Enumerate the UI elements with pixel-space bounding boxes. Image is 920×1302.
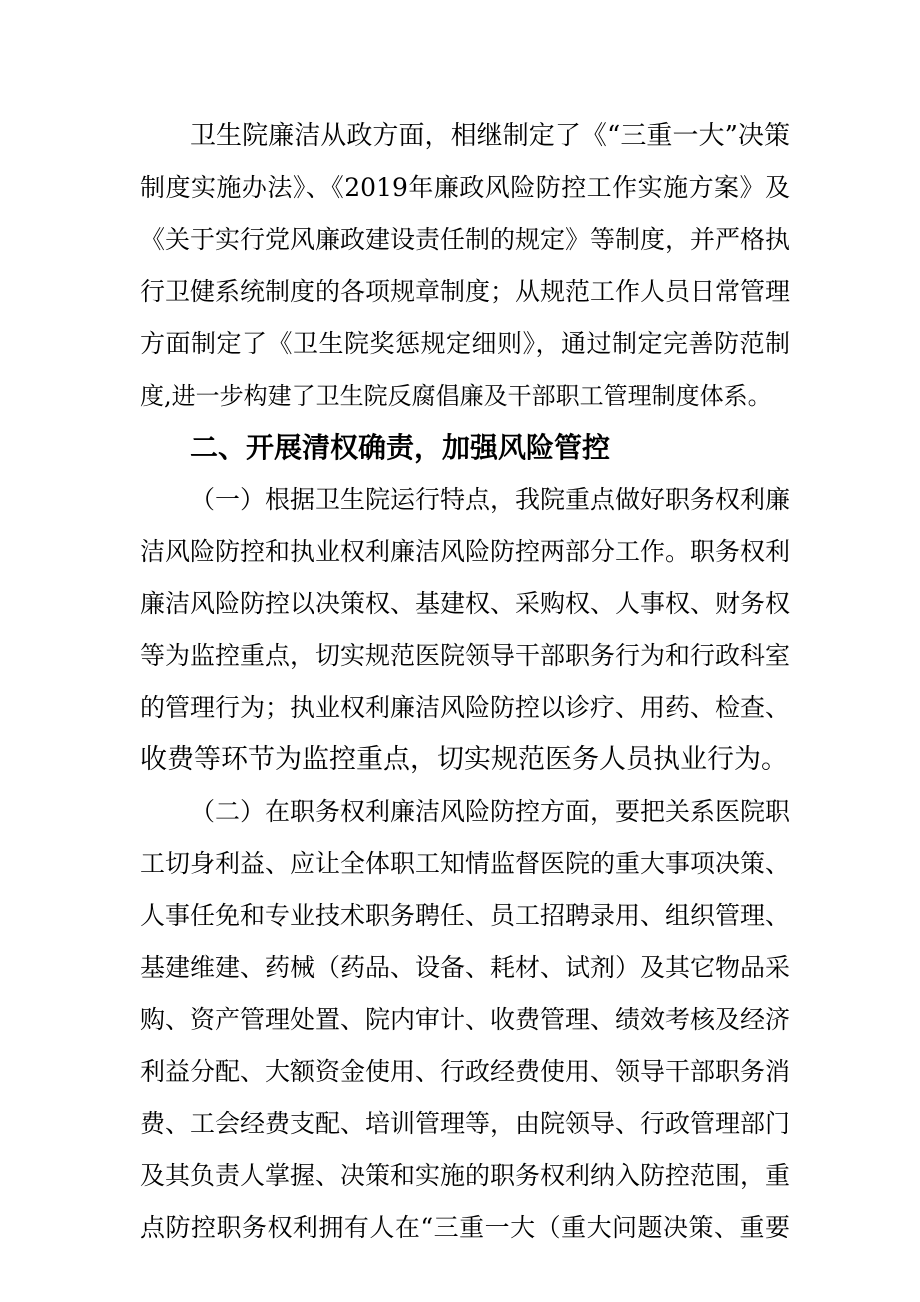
paragraph-3-line-8: 及其负责人掌握、决策和实施的职务权利纳入防控范围，重 xyxy=(140,1161,791,1190)
paragraph-2-line-6: 收费等环节为监控重点，切实规范医务人员执业行为。 xyxy=(140,744,788,775)
paragraph-2-line-1: （一）根据卫生院运行特点，我院重点做好职务权利廉 xyxy=(190,485,791,514)
paragraph-3-line-1: （二）在职务权利廉洁风险防控方面，要把关系医院职 xyxy=(190,797,791,826)
paragraph-2-line-5: 的管理行为；执业权利廉洁风险防控以诊疗、用药、检查、 xyxy=(140,693,791,722)
paragraph-1-line-6: 度,进一步构建了卫生院反腐倡廉及干部职工管理制度体系。 xyxy=(140,382,772,410)
paragraph-2-line-3: 廉洁风险防控以决策权、基建权、采购权、人事权、财务权 xyxy=(140,589,791,618)
paragraph-3-line-9: 点防控职务权利拥有人在“三重一大（重大问题决策、重要 xyxy=(140,1213,790,1242)
paragraph-1-line-5: 方面制定了《卫生院奖惩规定细则》，通过制定完善防范制 xyxy=(140,329,790,358)
paragraph-1-line-4: 行卫健系统制度的各项规章制度；从规范工作人员日常管理 xyxy=(140,277,791,306)
paragraph-3-line-3: 人事任免和专业技术职务聘任、员工招聘录用、组织管理、 xyxy=(140,901,791,930)
paragraph-3-line-4: 基建维建、药械（药品、设备、耗材、试剂）及其它物品采 xyxy=(140,953,791,982)
paragraph-3-line-6: 利益分配、大额资金使用、行政经费使用、领导干部职务消 xyxy=(140,1057,791,1086)
section-heading: 二、开展清权确责，加强风险管控 xyxy=(190,431,611,464)
paragraph-1-line-1: 卫生院廉洁从政方面，相继制定了《“三重一大”决策 xyxy=(190,121,790,151)
paragraph-1-line-2: 制度实施办法》、《2019年廉政风险防控工作实施方案》及 xyxy=(140,173,790,202)
paragraph-3-line-5: 购、资产管理处置、院内审计、收费管理、绩效考核及经济 xyxy=(140,1005,791,1034)
paragraph-3-line-7: 费、工会经费支配、培训管理等，由院领导、行政管理部门 xyxy=(140,1109,791,1138)
paragraph-2-line-4: 等为监控重点，切实规范医院领导干部职务行为和行政科室 xyxy=(140,641,791,670)
paragraph-1-line-3: 《关于实行党风廉政建设责任制的规定》等制度，并严格执 xyxy=(140,225,791,254)
paragraph-3-line-2: 工切身利益、应让全体职工知情监督医院的重大事项决策、 xyxy=(140,849,791,878)
paragraph-2-line-2: 洁风险防控和执业权利廉洁风险防控两部分工作。职务权利 xyxy=(140,537,791,566)
